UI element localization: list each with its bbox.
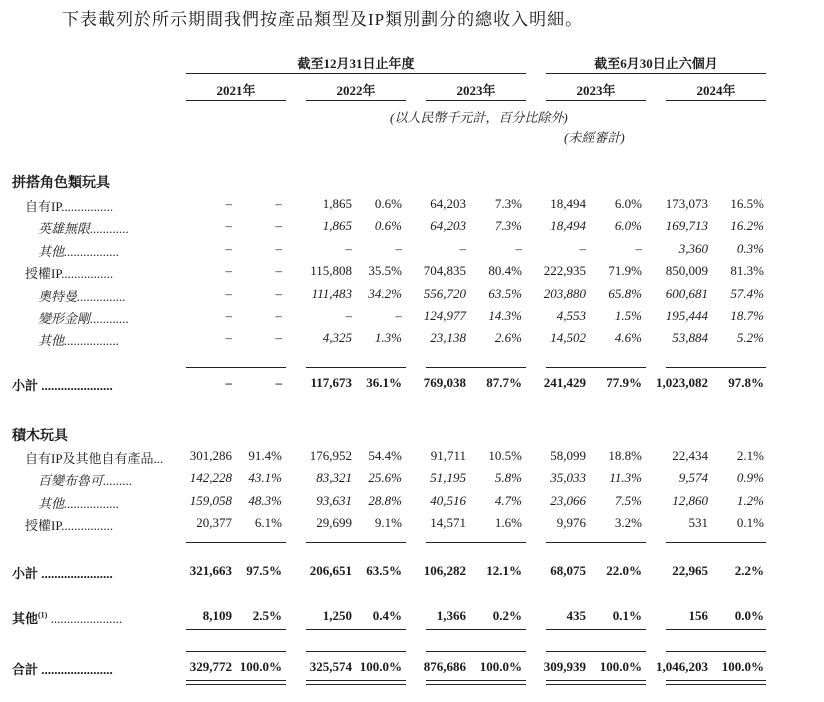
- row-label: 其他.................: [38, 495, 120, 511]
- row-value: 435: [566, 608, 586, 623]
- row-value: 206,651: [309, 563, 352, 578]
- row-value: 159,058: [189, 492, 232, 508]
- row-label: 小計 ......................: [12, 378, 113, 393]
- total-top-rule: [186, 651, 286, 652]
- row-value: 556,720: [423, 285, 466, 301]
- row-value: 1,023,082: [656, 375, 708, 390]
- row-value: 64,203: [430, 196, 466, 211]
- subtotal-rule: [186, 542, 286, 543]
- row-value: –: [275, 240, 282, 256]
- row-value: 68,075: [550, 563, 586, 578]
- row-value: 329,772: [189, 659, 232, 674]
- row-value: 7.3%: [494, 218, 522, 234]
- year-rule-2022: [306, 100, 406, 101]
- row-value: 0.6%: [374, 218, 402, 234]
- row-value: 1.2%: [736, 492, 764, 508]
- row-value: 57.4%: [730, 285, 764, 301]
- row-value: 29,699: [316, 515, 352, 531]
- row-value: 18,494: [550, 218, 586, 234]
- row-value: 35,033: [550, 470, 586, 486]
- row-label: 授權IP................: [25, 518, 114, 534]
- row-value: 309,939: [543, 659, 586, 674]
- row-value: –: [395, 240, 402, 256]
- table-row: [0, 308, 824, 328]
- total-double-rule: [186, 680, 286, 685]
- other-rule: [666, 629, 766, 630]
- row-value: 117,673: [310, 375, 352, 390]
- row-value: –: [275, 263, 282, 279]
- row-value: 2.2%: [734, 563, 764, 578]
- row-value: 18,494: [550, 196, 586, 211]
- row-label: 授權IP................: [25, 266, 114, 282]
- row-value: 22.0%: [606, 563, 642, 578]
- row-value: 100.0%: [599, 659, 642, 674]
- subtotal-rule: [666, 367, 766, 368]
- row-value: 124,977: [423, 308, 466, 323]
- row-value: 876,686: [423, 659, 466, 674]
- row-value: –: [345, 240, 352, 256]
- row-value: 97.5%: [246, 563, 282, 578]
- total-row: [0, 659, 824, 679]
- row-value: –: [225, 375, 232, 390]
- row-value: 16.5%: [730, 196, 764, 211]
- row-value: 0.1%: [736, 515, 764, 531]
- row-value: 4.7%: [494, 492, 522, 508]
- row-value: 9.1%: [374, 515, 402, 531]
- row-value: 58,099: [550, 448, 586, 463]
- row-value: 36.1%: [366, 375, 402, 390]
- total-double-rule: [666, 680, 766, 685]
- row-label: 奧特曼...............: [38, 288, 126, 304]
- row-value: 22,965: [672, 563, 708, 578]
- row-value: 321,663: [189, 563, 232, 578]
- row-value: 241,429: [543, 375, 586, 390]
- row-value: 3.2%: [614, 515, 642, 531]
- row-value: 22,434: [672, 448, 708, 463]
- row-value: 18.8%: [608, 448, 642, 463]
- row-value: –: [275, 196, 282, 211]
- row-value: 531: [688, 515, 708, 531]
- other-rule: [306, 629, 406, 630]
- row-value: 14.3%: [488, 308, 522, 323]
- row-value: 2.6%: [494, 330, 522, 346]
- row-value: 7.3%: [494, 196, 522, 211]
- row-value: 1.3%: [374, 330, 402, 346]
- section-title-figure-toys: 拼搭角色類玩具: [12, 176, 110, 191]
- row-value: 325,574: [309, 659, 352, 674]
- row-label: 自有IP................: [25, 199, 114, 214]
- table-row: [0, 493, 824, 513]
- row-value: 4.6%: [614, 330, 642, 346]
- row-value: 51,195: [430, 470, 466, 486]
- row-value: 7.5%: [614, 492, 642, 508]
- total-top-rule: [426, 651, 526, 652]
- row-value: 106,282: [423, 563, 466, 578]
- row-value: –: [225, 263, 232, 279]
- header-group-halfyear: 截至6月30日止六個月: [594, 56, 718, 71]
- other-rule: [186, 629, 286, 630]
- table-row: [0, 448, 824, 468]
- section-title-building-blocks: 積木玩具: [12, 429, 68, 444]
- row-value: 0.1%: [612, 608, 642, 623]
- row-value: 176,952: [309, 448, 352, 463]
- row-value: 1,366: [436, 608, 466, 623]
- row-value: 301,286: [189, 448, 232, 463]
- table-row: [0, 330, 824, 350]
- row-value: 53,884: [672, 330, 708, 346]
- row-value: 0.2%: [492, 608, 522, 623]
- row-value: 115,808: [310, 263, 352, 279]
- row-value: 64,203: [430, 218, 466, 234]
- header-year-2023-h1: 2023年: [576, 83, 616, 98]
- row-value: 1,046,203: [656, 659, 708, 674]
- subtotal-rule: [426, 367, 526, 368]
- row-value: 63.5%: [366, 563, 402, 578]
- row-value: 14,571: [430, 515, 466, 531]
- subtotal-rule: [666, 542, 766, 543]
- row-value: 142,228: [189, 470, 232, 486]
- row-value: –: [459, 240, 466, 256]
- row-value: 100.0%: [479, 659, 522, 674]
- header-year-2022: 2022年: [336, 83, 376, 98]
- row-value: 9,574: [678, 470, 708, 486]
- row-value: 91.4%: [248, 448, 282, 463]
- year-rule-2021: [186, 100, 286, 101]
- row-value: –: [275, 285, 282, 301]
- row-value: 5.8%: [494, 470, 522, 486]
- row-value: 173,073: [665, 196, 708, 211]
- row-label: 自有IP及其他自有產品...: [25, 451, 164, 466]
- row-value: 63.5%: [488, 285, 522, 301]
- row-value: 71.9%: [608, 263, 642, 279]
- row-value: 91,711: [430, 448, 466, 463]
- total-double-rule: [546, 680, 646, 685]
- header-rule-annual: [186, 73, 526, 74]
- row-value: –: [635, 240, 642, 256]
- row-value: 1.5%: [614, 308, 642, 323]
- row-value: –: [275, 308, 282, 323]
- row-value: 156: [688, 608, 708, 623]
- subtotal-rule: [546, 542, 646, 543]
- subtotal-rule: [306, 367, 406, 368]
- row-value: 2.5%: [252, 608, 282, 623]
- row-value: 0.3%: [736, 240, 764, 256]
- row-value: 35.5%: [368, 263, 402, 279]
- row-value: 169,713: [665, 218, 708, 234]
- row-value: –: [225, 218, 232, 234]
- footnote-marker: (1): [38, 610, 48, 620]
- row-value: 83,321: [316, 470, 352, 486]
- row-value: 195,444: [665, 308, 708, 323]
- header-year-2024-h1: 2024年: [696, 83, 736, 98]
- subtotal-rule: [426, 542, 526, 543]
- row-value: 100.0%: [721, 659, 764, 674]
- subtotal-rule: [306, 542, 406, 543]
- row-value: 10.5%: [488, 448, 522, 463]
- row-value: 4,325: [322, 330, 352, 346]
- row-value: 704,835: [423, 263, 466, 279]
- row-value: –: [579, 240, 586, 256]
- row-value: 1,865: [322, 218, 352, 234]
- row-value: 3,360: [678, 240, 708, 256]
- row-value: 100.0%: [239, 659, 282, 674]
- row-value: 93,631: [316, 492, 352, 508]
- row-value: 850,009: [665, 263, 708, 279]
- row-value: 23,138: [430, 330, 466, 346]
- table-row: [0, 286, 824, 306]
- row-value: 54.4%: [368, 448, 402, 463]
- row-value: 6.1%: [254, 515, 282, 531]
- row-label: 英雄無限............: [38, 221, 130, 237]
- other-rule: [426, 629, 526, 630]
- row-value: 0.4%: [372, 608, 402, 623]
- row-value: 600,681: [665, 285, 708, 301]
- row-value: 6.0%: [614, 218, 642, 234]
- row-label: 其他.................: [38, 333, 120, 349]
- other-rule: [546, 629, 646, 630]
- unit-note: (以人民幣千元計，百分比除外): [390, 110, 568, 125]
- row-value: 23,066: [550, 492, 586, 508]
- total-top-rule: [546, 651, 646, 652]
- row-value: 769,038: [423, 375, 466, 390]
- row-value: 0.0%: [734, 608, 764, 623]
- row-value: 87.7%: [486, 375, 522, 390]
- header-rule-halfyear: [546, 73, 766, 74]
- row-value: 20,377: [196, 515, 232, 531]
- row-value: –: [275, 375, 282, 390]
- row-label: 合計 ......................: [12, 662, 113, 677]
- row-value: –: [345, 308, 352, 323]
- row-value: 97.8%: [728, 375, 764, 390]
- row-value: 100.0%: [359, 659, 402, 674]
- row-value: 14,502: [550, 330, 586, 346]
- row-value: 77.9%: [606, 375, 642, 390]
- row-value: –: [275, 330, 282, 346]
- row-label: 其他.................: [38, 243, 120, 259]
- total-double-rule: [426, 680, 526, 685]
- subtotal-rule: [186, 367, 286, 368]
- row-value: –: [395, 308, 402, 323]
- row-value: 9,976: [556, 515, 586, 531]
- leader-dots: ......................: [50, 611, 123, 626]
- total-double-rule: [306, 680, 406, 685]
- intro-text: 下表載列於所示期間我們按產品類型及IP類別劃分的總收入明細。: [62, 10, 584, 29]
- row-label: 小計 ......................: [12, 566, 113, 581]
- row-value: 18.7%: [730, 308, 764, 323]
- row-value: –: [225, 196, 232, 211]
- unaudited-note: (未經審計): [564, 130, 625, 145]
- row-label: [12, 608, 122, 627]
- row-label: 變形金剛............: [38, 311, 130, 326]
- total-top-rule: [306, 651, 406, 652]
- row-value: 1,865: [322, 196, 352, 211]
- row-value: –: [225, 240, 232, 256]
- row-value: –: [225, 285, 232, 301]
- table-row: [0, 515, 824, 535]
- row-value: 80.4%: [488, 263, 522, 279]
- table-row: [0, 263, 824, 283]
- year-rule-2023: [426, 100, 526, 101]
- row-value: 2.1%: [736, 448, 764, 463]
- year-rule-2024-h1: [666, 100, 766, 101]
- header-year-2023: 2023年: [456, 83, 496, 98]
- row-value: 4,553: [556, 308, 586, 323]
- header-year-2021: 2021年: [216, 83, 256, 98]
- other-row: [0, 608, 824, 628]
- row-value: 12,860: [672, 492, 708, 508]
- row-value: 1.6%: [494, 515, 522, 531]
- row-value: –: [515, 240, 522, 256]
- table-row: [0, 470, 824, 490]
- table-row: [0, 241, 824, 261]
- row-value: 0.9%: [736, 470, 764, 486]
- header-group-annual: 截至12月31日止年度: [297, 56, 415, 71]
- row-value: 65.8%: [608, 285, 642, 301]
- total-top-rule: [666, 651, 766, 652]
- subtotal-rule: [546, 367, 646, 368]
- row-value: 16.2%: [730, 218, 764, 234]
- table-row: [0, 196, 824, 216]
- subtotal-row: [0, 375, 824, 395]
- subtotal-row: [0, 563, 824, 583]
- other-label-text: 其他: [12, 611, 39, 626]
- row-value: 5.2%: [736, 330, 764, 346]
- row-value: 81.3%: [730, 263, 764, 279]
- row-value: 6.0%: [614, 196, 642, 211]
- row-value: –: [275, 218, 282, 234]
- row-value: 25.6%: [368, 470, 402, 486]
- row-value: 43.1%: [248, 470, 282, 486]
- row-value: –: [225, 330, 232, 346]
- row-value: 12.1%: [486, 563, 522, 578]
- row-value: 34.2%: [368, 285, 402, 301]
- row-value: 40,516: [430, 492, 466, 508]
- row-value: 1,250: [322, 608, 352, 623]
- row-label: 百變布魯可.........: [38, 473, 133, 489]
- row-value: 0.6%: [374, 196, 402, 211]
- row-value: 11.3%: [609, 470, 642, 486]
- row-value: 203,880: [543, 285, 586, 301]
- row-value: 48.3%: [248, 492, 282, 508]
- row-value: 222,935: [543, 263, 586, 279]
- year-rule-2023-h1: [546, 100, 646, 101]
- row-value: 28.8%: [368, 492, 402, 508]
- table-row: [0, 218, 824, 238]
- row-value: –: [225, 308, 232, 323]
- row-value: 111,483: [311, 285, 352, 301]
- row-value: 8,109: [202, 608, 232, 623]
